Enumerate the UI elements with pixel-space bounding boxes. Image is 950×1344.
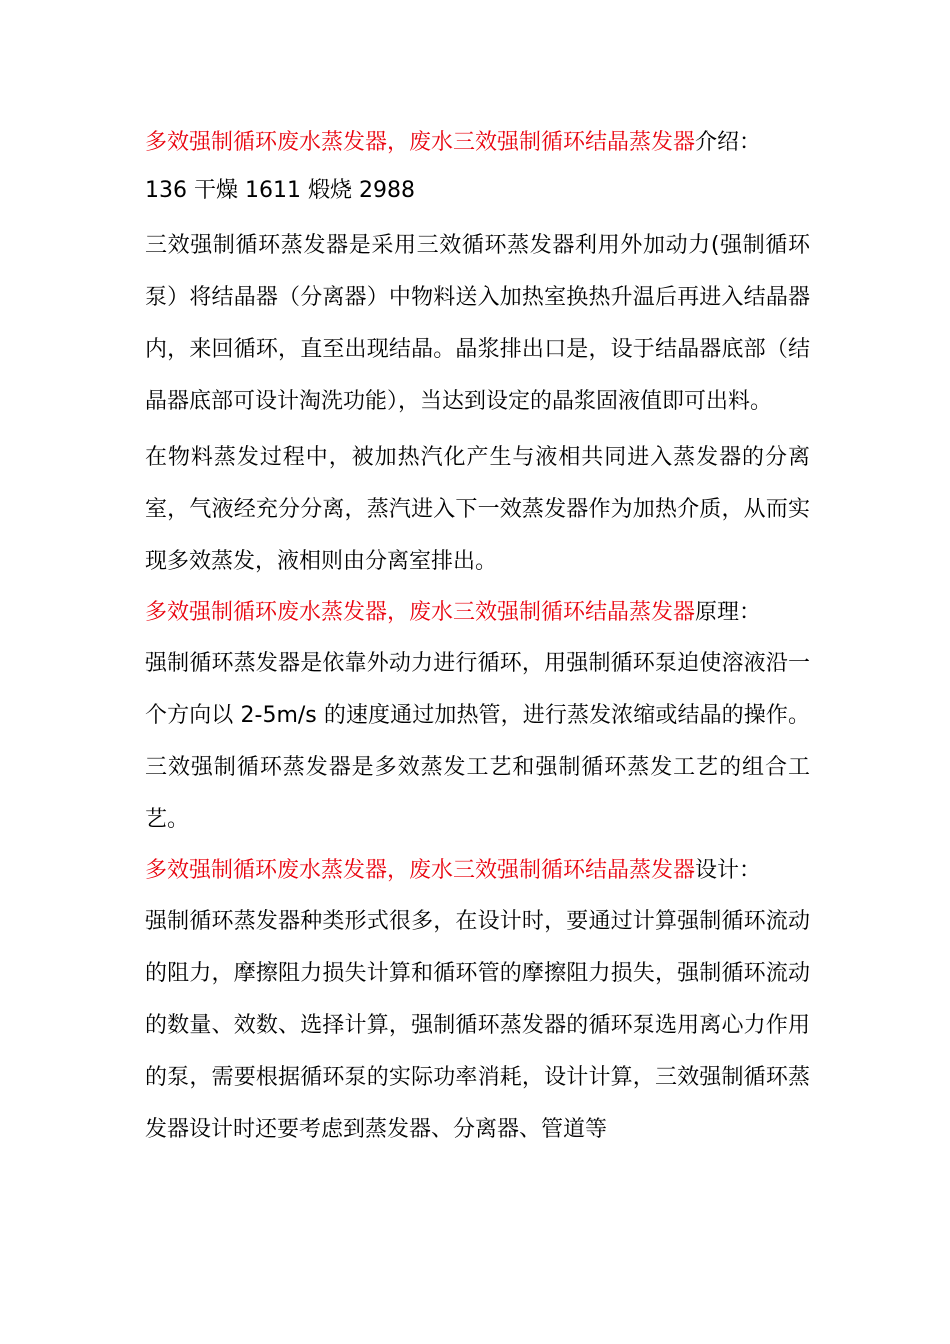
heading-principle-title: 多效强制循环废水蒸发器，废水三效强制循环结晶蒸发器 xyxy=(145,600,696,625)
heading-design xyxy=(145,846,810,896)
heading-intro-title: 多效强制循环废水蒸发器，废水三效强制循环结晶蒸发器 xyxy=(145,130,696,155)
heading-principle xyxy=(145,588,810,638)
heading-design-title: 多效强制循环废水蒸发器，废水三效强制循环结晶蒸发器 xyxy=(145,858,696,883)
contact-line: 136 干燥 1611 煅烧 2988 xyxy=(145,178,415,203)
paragraph-intro: 三效强制循环蒸发器是采用三效循环蒸发器利用外加动力(强制循环泵）将结晶器（分离器）中物料送入加热室换热升温后再进入结晶器内，来回循环，直至出现结晶。晶浆排出口是，设于结晶器底部（结晶器底部可设计淘洗功能），当达到设定的晶浆固液值即可出料。 xyxy=(145,233,810,414)
heading-intro-suffix: 介绍： xyxy=(695,130,762,155)
heading-principle-suffix: 原理： xyxy=(695,600,762,625)
paragraph-principle: 强制循环蒸发器是依靠外动力进行循环，用强制循环泵迫使溶液沿一个方向以 2-5m/s 的速度通过加热管，进行蒸发浓缩或结晶的操作。三效强制循环蒸发器是多效蒸发工艺和强制循环蒸发工艺的组合工艺。 xyxy=(145,651,810,832)
document-body xyxy=(145,118,810,1156)
heading-design-suffix: 设计： xyxy=(695,858,762,883)
heading-intro xyxy=(145,118,810,168)
paragraph-process: 在物料蒸发过程中，被加热汽化产生与液相共同进入蒸发器的分离室，气液经充分分离，蒸汽进入下一效蒸发器作为加热介质，从而实现多效蒸发，液相则由分离室排出。 xyxy=(145,445,810,574)
paragraph-design: 强制循环蒸发器种类形式很多，在设计时，要通过计算强制循环流动的阻力，摩擦阻力损失计算和循环管的摩擦阻力损失，强制循环流动的数量、效数、选择计算，强制循环蒸发器的循环泵选用离心力作用的泵，需要根据循环泵的实际功率消耗，设计计算，三效强制循环蒸发器设计时还要考虑到蒸发器、分离器、管道等 xyxy=(145,909,810,1142)
